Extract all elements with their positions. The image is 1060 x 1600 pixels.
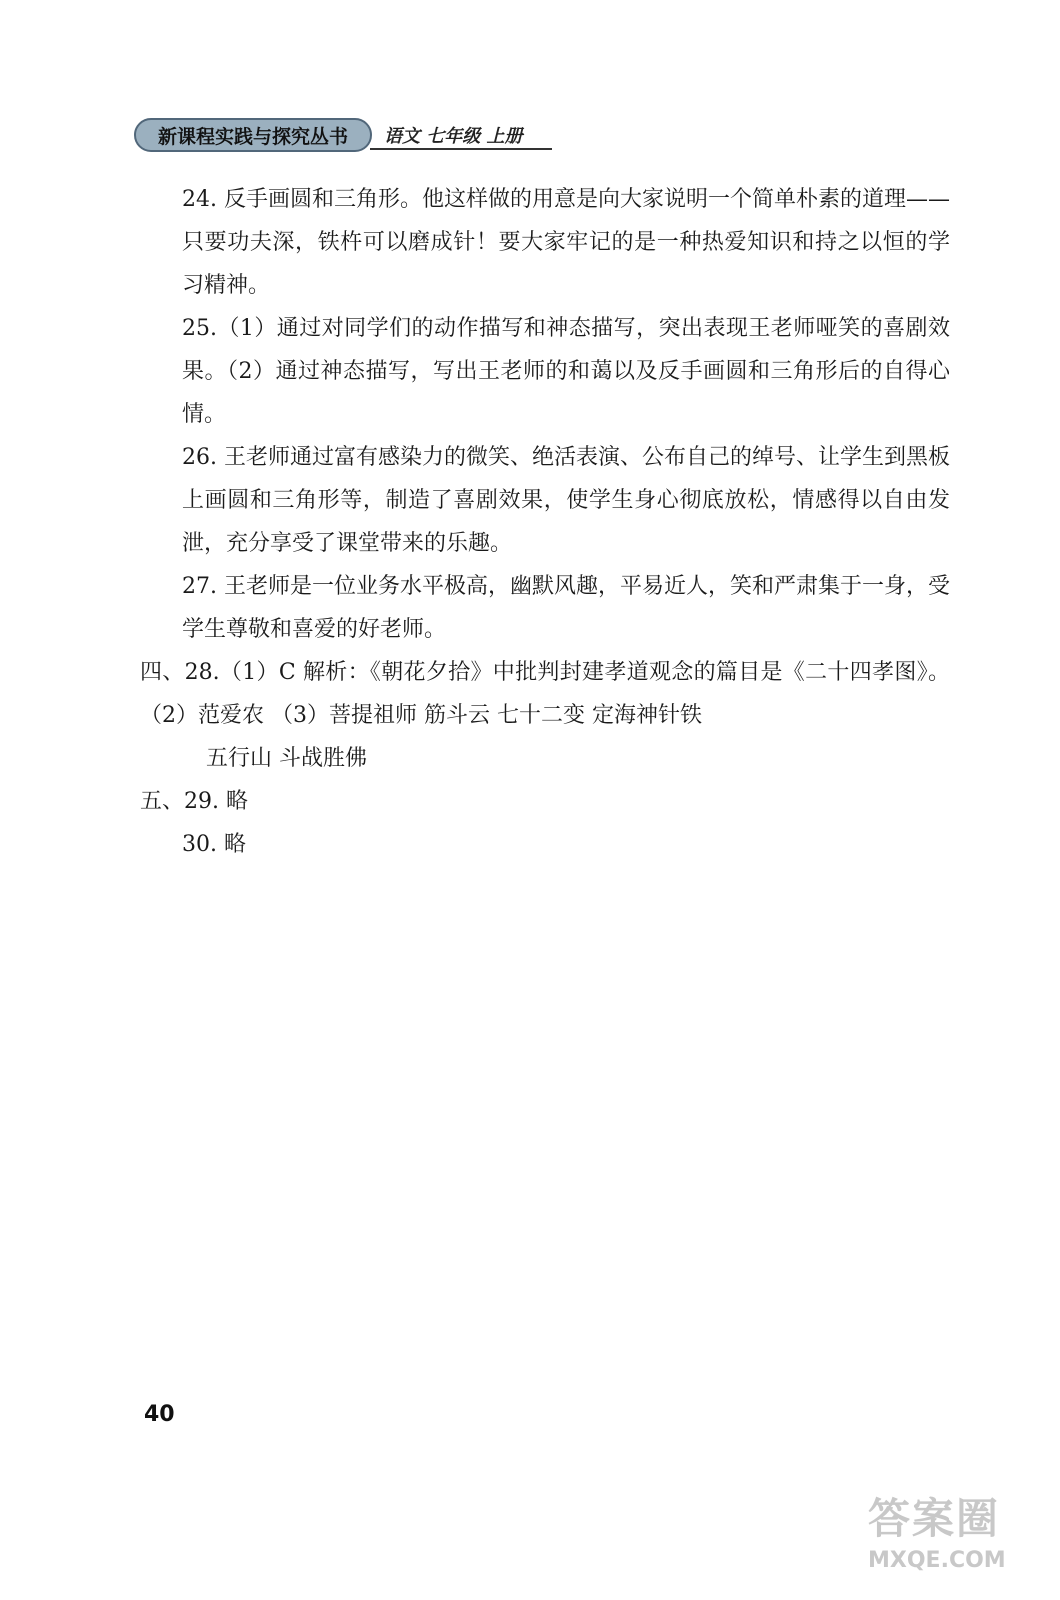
page-number: 40 xyxy=(144,1402,175,1427)
answer-28 xyxy=(140,651,950,737)
answer-text: 五行山 斗战胜佛 xyxy=(206,746,367,771)
answer-text: 五、29. 略 xyxy=(140,789,248,814)
answer-29 xyxy=(140,780,950,823)
answer-28-continued xyxy=(140,737,950,780)
answer-27 xyxy=(140,565,950,651)
answer-text: 30. 略 xyxy=(182,832,246,857)
running-header xyxy=(134,118,564,154)
answer-25 xyxy=(140,307,950,436)
answer-list xyxy=(140,178,950,866)
answer-24 xyxy=(140,178,950,307)
watermark-logo: 答案圈 xyxy=(868,1494,1001,1543)
answer-text: 25.（1）通过对同学们的动作描写和神态描写，突出表现王老师哑笑的喜剧效果。（2）通过神态描写，写出王老师的和蔼以及反手画圆和三角形后的自得心情。 xyxy=(182,316,950,427)
answer-text: 26. 王老师通过富有感染力的微笑、绝活表演、公布自己的绰号、让学生到黑板上画圆和三角形等，制造了喜剧效果，使学生身心彻底放松，情感得以自由发泄，充分享受了课堂带来的乐趣。 xyxy=(182,445,950,556)
watermark-url: MXQE.COM xyxy=(868,1548,1006,1573)
subject-label: 语文 七年级 上册 xyxy=(384,126,523,147)
watermark xyxy=(868,1486,1018,1586)
answer-text: 四、28.（1）C 解析：《朝花夕拾》中批判封建孝道观念的篇目是《二十四孝图》。（2）范爱农 （3）菩提祖师 筋斗云 七十二变 定海神针铁 xyxy=(140,660,950,728)
series-title: 新课程实践与探究丛书 xyxy=(157,125,348,148)
header-rule xyxy=(370,148,552,150)
answer-26 xyxy=(140,436,950,565)
answer-30 xyxy=(140,823,950,866)
answer-text: 24. 反手画圆和三角形。他这样做的用意是向大家说明一个简单朴素的道理——只要功夫深，铁杵可以磨成针！要大家牢记的是一种热爱知识和持之以恒的学习精神。 xyxy=(182,187,950,298)
answer-text: 27. 王老师是一位业务水平极高，幽默风趣，平易近人，笑和严肃集于一身，受学生尊敬和喜爱的好老师。 xyxy=(182,574,950,642)
series-badge xyxy=(134,118,372,152)
